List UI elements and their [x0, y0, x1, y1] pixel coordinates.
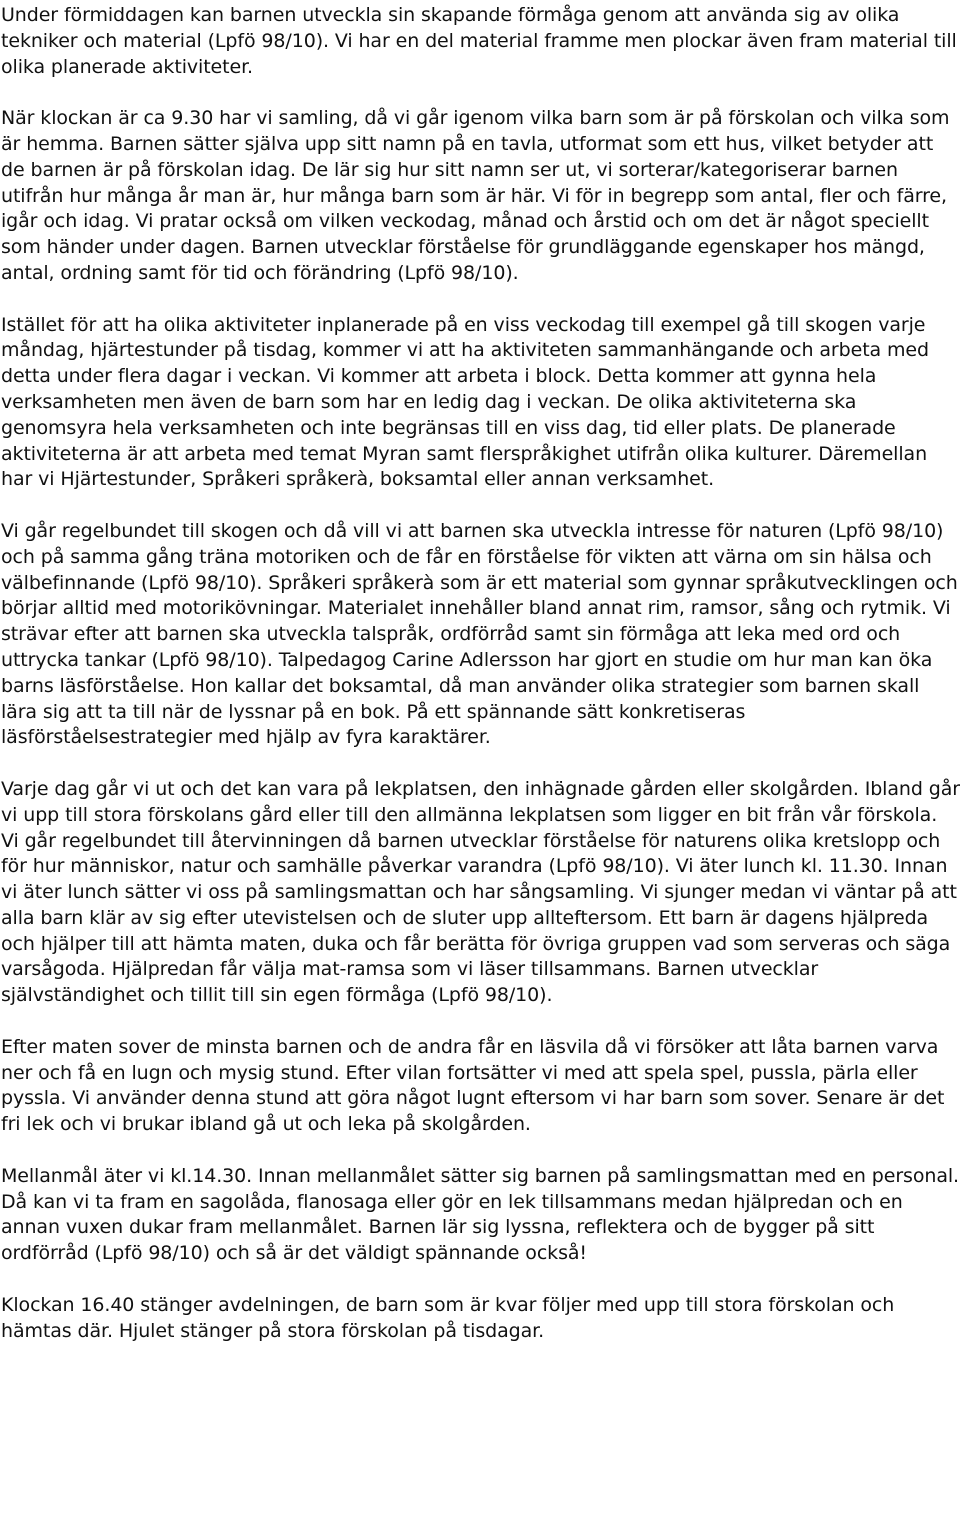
paragraph-gap [1, 287, 960, 313]
paragraph-gap [1, 1267, 960, 1293]
paragraph-snack: Mellanmål äter vi kl.14.30. Innan mellanmålet sätter sig barnen på samlingsmattan med en personal. Då kan vi ta fram en sagolåda, flanosaga eller gör en lek tillsammans medan hjälpredan och en annan vuxen dukar fram mellanmålet. Barnen lär sig lyssna, reflektera och de bygger på sitt ordförråd (Lpfö 98/10) och så är det väldigt spännande också! [1, 1164, 959, 1265]
paragraph-gap [1, 80, 960, 106]
paragraph-gap [1, 1138, 960, 1164]
paragraph-block-activities: Istället för att ha olika aktiviteter inplanerade på en viss veckodag till exempel gå till skogen varje måndag, hjärtestunder på tisdag, kommer vi att ha aktiviteten sammanhängande och arbeta med detta under flera dagar i veckan. Vi kommer att arbeta i block. Detta kommer att gynna hela verksamheten men även de barn som har en ledig dag i veckan. De olika aktiviteterna ska genomsyra hela verksamheten och inte begränsas till en viss dag, tid eller plats. De planerade aktiviteterna är att arbeta med temat Myran samt flerspråkighet utifrån olika kulturer. Däremellan har vi Hjärtestunder, Språkeri språkerà, boksamtal eller annan verksamhet. [1, 313, 929, 491]
paragraph-gap [1, 751, 960, 777]
paragraph-morning-activities: Under förmiddagen kan barnen utveckla sin skapande förmåga genom att använda sig av olika tekniker och material (Lpfö 98/10). Vi har en del material framme men plockar även fram material till olika planerade aktiviteter. [1, 4, 957, 78]
paragraph-afternoon-rest: Efter maten sover de minsta barnen och de andra får en läsvila då vi försöker att låta barnen varva ner och få en lugn och mysig stund. Efter vilan fortsätter vi med att spela spel, pussla, pärla eller pyssla. Vi använder denna stund att göra något lugnt eftersom vi har barn som sover. Senare är det fri lek och vi brukar ibland gå ut och leka på skolgården. [1, 1035, 945, 1136]
paragraph-closing: Klockan 16.40 stänger avdelningen, de barn som är kvar följer med upp till stora förskolan och hämtas där. Hjulet stänger på stora förskolan på tisdagar. [1, 1293, 895, 1342]
paragraph-forest-and-language: Vi går regelbundet till skogen och då vill vi att barnen ska utveckla intresse för naturen (Lpfö 98/10) och på samma gång träna motoriken och de får en förståelse för vikten att värna om sin hälsa och välbefinnande (Lpfö 98/10). Språkeri språkerà som är ett material som gynnar språkutvecklingen och börjar alltid med motorikövningar. Materialet innehåller bland annat rim, ramsor, sång och rytmik. Vi strävar efter att barnen ska utveckla talspråk, ordförråd samt sin förmåga att leka med ord och uttrycka tankar (Lpfö 98/10). Talpedagog Carine Adlersson har gjort en studie om hur man kan öka barns läsförståelse. Hon kallar det boksamtal, då man använder olika strategier som barnen skall lära sig att ta till när de lyssnar på en bok. På ett spännande sätt konkretiseras läsförståelsestrategier med hjälp av fyra karaktärer. [1, 519, 958, 749]
paragraph-morning-gathering: När klockan är ca 9.30 har vi samling, då vi går igenom vilka barn som är på förskolan och vilka som är hemma. Barnen sätter själva upp sitt namn på en tavla, utformat som ett hus, vilket betyder att de barnen är på förskolan idag. De lär sig hur sitt namn ser ut, vi sorterar/kategoriserar barnen utifrån hur många år man är, hur många barn som är här. Vi för in begrepp som antal, fler och färre, igår och idag. Vi pratar också om vilken veckodag, månad och årstid och om det är något speciellt som händer under dagen. Barnen utvecklar förståelse för grundläggande egenskaper hos mängd, antal, ordning samt för tid och förändring (Lpfö 98/10). [1, 107, 950, 284]
paragraph-gap [1, 1009, 960, 1035]
paragraph-outdoor-and-lunch: Varje dag går vi ut och det kan vara på lekplatsen, den inhägnade gården eller skolgården. Ibland går vi upp till stora förskolans gård eller till den allmänna lekplatsen som ligger en bit från vår förskola. Vi går regelbundet till återvinningen då barnen utvecklar förståelse för naturens olika kretslopp och för hur människor, natur och samhälle påverkar varandra (Lpfö 98/10). Vi äter lunch kl. 11.30. Innan vi äter lunch sätter vi oss på samlingsmattan och har sångsamling. Vi sjunger medan vi väntar på att alla barn klär av sig efter utevistelsen och de sluter upp allteftersom. Ett barn är dagens hjälpreda och hjälper till att hämta maten, duka och får berätta för övriga gruppen vad som serveras och säga varsågoda. Hjälpredan får välja mat-ramsa som vi läser tillsammans. Barnen utvecklar självständighet och tillit till sin egen förmåga (Lpfö 98/10). [1, 777, 960, 1007]
paragraph-gap [1, 493, 960, 519]
